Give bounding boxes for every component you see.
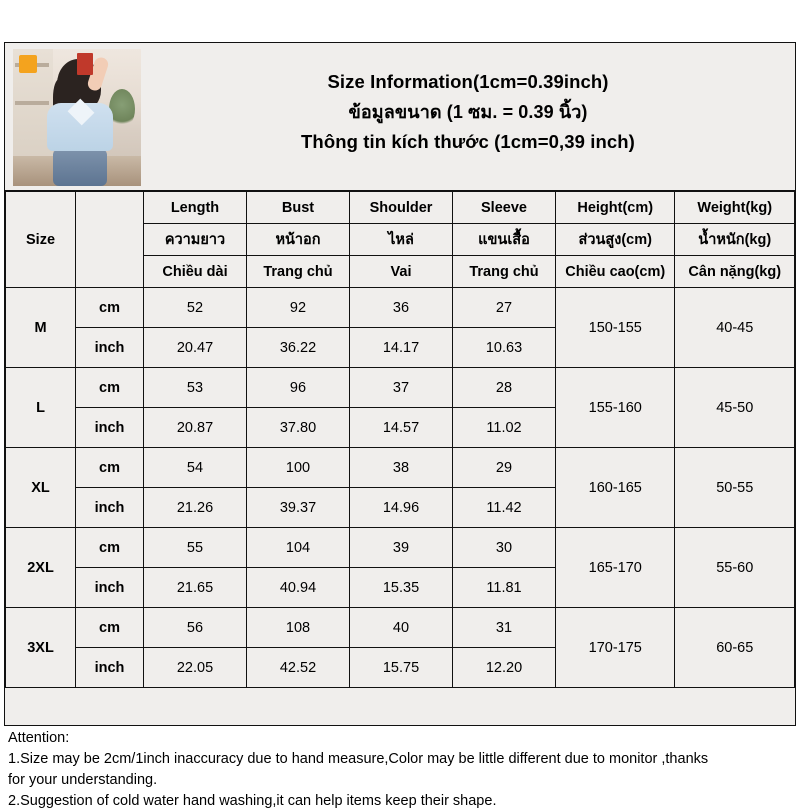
column-header-height-en: Height(cm): [556, 192, 675, 224]
table-row: [6, 288, 795, 328]
cell-3xl-length-cm: 56: [144, 608, 247, 648]
row-unit-cm: cm: [76, 528, 144, 568]
cell-xl-bust-inch: 39.37: [247, 488, 350, 528]
size-chart-sheet: [4, 42, 796, 726]
cell-2xl-height: 165-170: [556, 528, 675, 608]
cell-l-bust-cm: 96: [247, 368, 350, 408]
cell-l-shoulder-cm: 37: [350, 368, 453, 408]
cell-2xl-bust-inch: 40.94: [247, 568, 350, 608]
column-header-length-vi: Chiều dài: [144, 256, 247, 288]
column-header-height-vi: Chiều cao(cm): [556, 256, 675, 288]
cell-xl-shoulder-inch: 14.96: [350, 488, 453, 528]
cell-3xl-sleeve-cm: 31: [453, 608, 556, 648]
cell-xl-length-inch: 21.26: [144, 488, 247, 528]
attention-line-1: 1.Size may be 2cm/1inch inaccuracy due to hand measure,Color may be little different due to monitor ,thanks: [8, 751, 709, 767]
table-header-row-en: [6, 192, 795, 224]
cell-l-bust-inch: 37.80: [247, 408, 350, 448]
cell-m-weight: 40-45: [675, 288, 795, 368]
cell-m-length-cm: 52: [144, 288, 247, 328]
cell-3xl-length-inch: 22.05: [144, 648, 247, 688]
attention-heading: Attention:: [8, 730, 70, 746]
cell-l-height: 155-160: [556, 368, 675, 448]
cell-xl-sleeve-inch: 11.42: [453, 488, 556, 528]
attention-line-3: 2.Suggestion of cold water hand washing,it can help items keep their shape.: [8, 793, 497, 809]
cell-2xl-shoulder-cm: 39: [350, 528, 453, 568]
cell-l-weight: 45-50: [675, 368, 795, 448]
unit-column-header: [76, 192, 144, 288]
product-photo: [13, 49, 141, 186]
row-size-xl: XL: [6, 448, 76, 528]
cell-m-shoulder-cm: 36: [350, 288, 453, 328]
cell-m-sleeve-inch: 10.63: [453, 328, 556, 368]
column-header-bust-vi: Trang chủ: [247, 256, 350, 288]
cell-xl-bust-cm: 100: [247, 448, 350, 488]
cell-3xl-height: 170-175: [556, 608, 675, 688]
column-header-shoulder-en: Shoulder: [350, 192, 453, 224]
column-header-length-th: ความยาว: [144, 224, 247, 256]
row-size-2xl: 2XL: [6, 528, 76, 608]
cell-2xl-sleeve-cm: 30: [453, 528, 556, 568]
title-english: Size Information(1cm=0.39inch): [327, 71, 609, 92]
row-unit-inch: inch: [76, 568, 144, 608]
table-row: [6, 448, 795, 488]
column-header-shoulder-th: ไหล่: [350, 224, 453, 256]
title-thai: ข้อมูลขนาด (1 ซม. = 0.39 นิ้ว): [348, 102, 588, 122]
cell-3xl-weight: 60-65: [675, 608, 795, 688]
cell-m-shoulder-inch: 14.17: [350, 328, 453, 368]
column-header-length-en: Length: [144, 192, 247, 224]
cell-l-shoulder-inch: 14.57: [350, 408, 453, 448]
table-row: [6, 368, 795, 408]
cell-xl-sleeve-cm: 29: [453, 448, 556, 488]
cell-3xl-shoulder-cm: 40: [350, 608, 453, 648]
column-header-weight-vi: Cân nặng(kg): [675, 256, 795, 288]
column-header-weight-en: Weight(kg): [675, 192, 795, 224]
row-unit-inch: inch: [76, 488, 144, 528]
cell-3xl-bust-inch: 42.52: [247, 648, 350, 688]
row-unit-cm: cm: [76, 368, 144, 408]
cell-m-sleeve-cm: 27: [453, 288, 556, 328]
row-size-3xl: 3XL: [6, 608, 76, 688]
cell-2xl-bust-cm: 104: [247, 528, 350, 568]
row-unit-inch: inch: [76, 328, 144, 368]
row-unit-cm: cm: [76, 448, 144, 488]
size-column-header: Size: [6, 192, 76, 288]
column-header-weight-th: น้ำหนัก(kg): [675, 224, 795, 256]
cell-xl-length-cm: 54: [144, 448, 247, 488]
row-unit-inch: inch: [76, 408, 144, 448]
cell-m-height: 150-155: [556, 288, 675, 368]
cell-2xl-shoulder-inch: 15.35: [350, 568, 453, 608]
header-band: [5, 43, 795, 191]
cell-2xl-length-inch: 21.65: [144, 568, 247, 608]
size-table: [5, 191, 795, 688]
attention-line-2: for your understanding.: [8, 772, 158, 788]
column-header-sleeve-th: แขนเสื้อ: [453, 224, 556, 256]
cell-m-length-inch: 20.47: [144, 328, 247, 368]
cell-xl-weight: 50-55: [675, 448, 795, 528]
cell-3xl-shoulder-inch: 15.75: [350, 648, 453, 688]
cell-2xl-sleeve-inch: 11.81: [453, 568, 556, 608]
column-header-bust-en: Bust: [247, 192, 350, 224]
column-header-sleeve-en: Sleeve: [453, 192, 556, 224]
cell-3xl-bust-cm: 108: [247, 608, 350, 648]
title-block: [141, 67, 795, 157]
cell-2xl-length-cm: 55: [144, 528, 247, 568]
column-header-height-th: ส่วนสูง(cm): [556, 224, 675, 256]
cell-m-bust-cm: 92: [247, 288, 350, 328]
cell-2xl-weight: 55-60: [675, 528, 795, 608]
row-unit-inch: inch: [76, 648, 144, 688]
column-header-sleeve-vi: Trang chủ: [453, 256, 556, 288]
cell-xl-height: 160-165: [556, 448, 675, 528]
cell-xl-shoulder-cm: 38: [350, 448, 453, 488]
row-size-l: L: [6, 368, 76, 448]
cell-l-sleeve-inch: 11.02: [453, 408, 556, 448]
column-header-bust-th: หน้าอก: [247, 224, 350, 256]
cell-m-bust-inch: 36.22: [247, 328, 350, 368]
row-size-m: M: [6, 288, 76, 368]
attention-block: [4, 726, 796, 812]
table-row: [6, 608, 795, 648]
cell-l-sleeve-cm: 28: [453, 368, 556, 408]
cell-l-length-inch: 20.87: [144, 408, 247, 448]
cell-l-length-cm: 53: [144, 368, 247, 408]
row-unit-cm: cm: [76, 608, 144, 648]
cell-3xl-sleeve-inch: 12.20: [453, 648, 556, 688]
column-header-shoulder-vi: Vai: [350, 256, 453, 288]
table-row: [6, 528, 795, 568]
row-unit-cm: cm: [76, 288, 144, 328]
title-vietnamese: Thông tin kích thước (1cm=0,39 inch): [301, 131, 635, 152]
